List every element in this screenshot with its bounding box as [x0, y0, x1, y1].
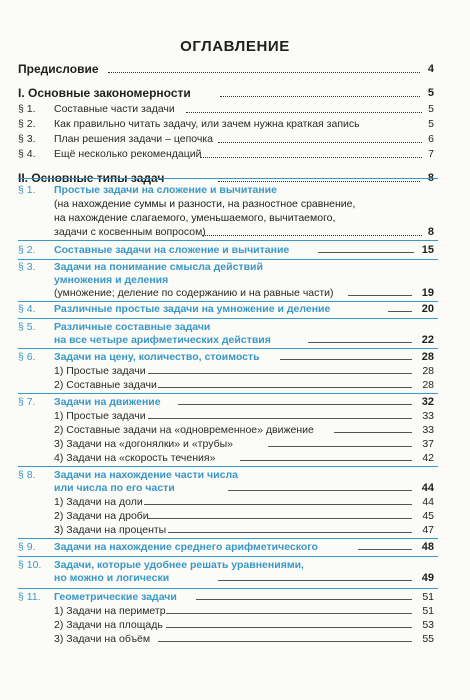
page-number: 48 [421, 541, 434, 553]
section-number: § 7. [18, 396, 36, 408]
entry-label: Задачи на нахождение части числа [54, 469, 238, 481]
entry-label: 3) Задачи на объём [54, 633, 151, 645]
leader-line [228, 490, 412, 491]
entry-label: 2) Задачи на площадь [54, 619, 163, 631]
entry-description: (на нахождение суммы и разности, на разностное сравнение, [54, 198, 356, 210]
leader-line [196, 599, 412, 600]
entry-label: Задачи на движение [54, 396, 161, 408]
section-number: § 9. [18, 541, 36, 553]
page-number: 22 [421, 334, 434, 346]
section-rule [18, 538, 438, 539]
section-rule [18, 178, 438, 179]
toc-entry-p2-s4[interactable] [18, 302, 434, 316]
section-rule [18, 240, 438, 241]
entry-label: 1) Задачи на периметр [54, 605, 166, 617]
page-number: 55 [422, 633, 434, 645]
entry-label: 2) Задачи на дроби [54, 510, 149, 522]
entry-label: Задачи на понимание смысла действий [54, 261, 263, 273]
toc-entry-p2-s1-end [18, 225, 434, 239]
leader-line [318, 252, 414, 253]
toc-entry-p2-s5[interactable] [18, 320, 434, 334]
entry-label: Предисловие [18, 62, 99, 76]
page-number: 28 [422, 379, 434, 391]
leader-line [166, 613, 412, 614]
entry-label: Задачи на нахождение среднего арифметического [54, 541, 318, 553]
entry-label: II. Основные типы задач [18, 171, 165, 185]
entry-label: Различные простые задачи на умножение и деление [54, 303, 331, 315]
toc-sub-entry[interactable] [18, 495, 434, 509]
page-number: 33 [422, 410, 434, 422]
toc-entry-part1-s3[interactable] [18, 132, 434, 146]
leader-line [148, 373, 412, 374]
leader-dots [200, 157, 422, 158]
leader-line [334, 432, 412, 433]
entry-label: Составные части задачи [54, 103, 175, 115]
page-title: ОГЛАВЛЕНИЕ [180, 38, 290, 55]
toc-sub-entry[interactable] [18, 509, 434, 523]
entry-label: 2) Составные задачи [54, 379, 157, 391]
leader-dots [220, 96, 420, 97]
entry-description: на нахождение слагаемого, уменьшаемого, вычитаемого, [54, 212, 336, 224]
toc-sub-entry[interactable] [18, 451, 434, 465]
leader-dots [218, 142, 422, 143]
page-number: 53 [422, 619, 434, 631]
section-number: § 2. [18, 118, 36, 130]
section-rule [18, 393, 438, 394]
page-number: 44 [421, 482, 434, 494]
leader-line [218, 580, 412, 581]
entry-label-cont: но можно и логически [54, 572, 170, 584]
toc-sub-entry[interactable] [18, 378, 434, 392]
section-number: § 3. [18, 133, 36, 145]
entry-label-cont: или числа по его части [54, 482, 175, 494]
section-rule [18, 318, 438, 319]
section-number: § 6. [18, 351, 36, 363]
toc-entry-part1[interactable] [18, 86, 434, 100]
section-number: § 2. [18, 244, 36, 256]
leader-line [158, 387, 412, 388]
entry-label: 2) Составные задачи на «одновременное» движение [54, 424, 314, 436]
section-number: § 5. [18, 321, 36, 333]
section-number: § 3. [18, 261, 36, 273]
leader-line [158, 641, 412, 642]
page-number: 7 [428, 148, 434, 160]
page-number: 5 [428, 118, 434, 130]
toc-sub-entry[interactable] [18, 437, 434, 451]
leader-line [166, 627, 412, 628]
page-number: 32 [421, 396, 434, 408]
section-number: § 4. [18, 303, 36, 315]
section-rule [18, 556, 438, 557]
section-rule [18, 588, 438, 589]
entry-description: задачи с косвенным вопросом) [54, 226, 206, 238]
entry-label: 1) Задачи на доли [54, 496, 143, 508]
page-number: 33 [422, 424, 434, 436]
entry-label: 3) Задачи на «догонялки» и «трубы» [54, 438, 233, 450]
toc-entry-p2-s9[interactable] [18, 540, 434, 554]
page-number: 28 [421, 351, 434, 363]
page-number: 51 [422, 605, 434, 617]
page-number: 45 [422, 510, 434, 522]
leader-dots [108, 72, 420, 73]
entry-label-cont: на все четыре арифметических действия [54, 334, 271, 346]
section-number: § 4. [18, 148, 36, 160]
toc-entry-p2-s5-end [18, 333, 434, 347]
toc-sub-entry[interactable] [18, 523, 434, 537]
toc-sub-entry[interactable] [18, 409, 434, 423]
entry-label: Составные задачи на сложение и вычитание [54, 244, 290, 256]
page-number: 37 [422, 438, 434, 450]
toc-entry-p2-s7[interactable] [18, 395, 434, 409]
entry-label: Различные составные задачи [54, 321, 211, 333]
leader-line [148, 518, 412, 519]
entry-label: Задачи, которые удобнее решать уравнениями, [54, 559, 304, 571]
toc-sub-entry[interactable] [18, 364, 434, 378]
page-number: 8 [427, 172, 434, 184]
page-number: 20 [421, 303, 434, 315]
page-number: 5 [428, 103, 434, 115]
toc-entry-p2-s1[interactable] [18, 183, 434, 197]
toc-entry-preface[interactable] [18, 62, 434, 76]
page-number: 42 [422, 452, 434, 464]
leader-line [388, 311, 412, 312]
section-rule [18, 466, 438, 467]
leader-line [148, 418, 412, 419]
page-number: 51 [422, 591, 434, 603]
page-number: 5 [427, 87, 434, 99]
toc-entry-p2-s11[interactable] [18, 590, 434, 604]
page-number: 4 [427, 63, 434, 75]
entry-label: 1) Простые задачи [54, 365, 146, 377]
page-number: 8 [427, 226, 434, 238]
entry-label: Задачи на цену, количество, стоимость [54, 351, 260, 363]
leader-dots [186, 112, 422, 113]
toc-entry-p2-s8[interactable] [18, 468, 434, 482]
toc-entry-p2-s3[interactable] [18, 260, 434, 274]
toc-entry-p2-s2[interactable] [18, 243, 434, 257]
entry-label: Геометрические задачи [54, 591, 177, 603]
section-number: § 11. [18, 591, 41, 603]
toc-entry-p2-s10-end [18, 571, 434, 585]
toc-entry-part1-s4[interactable] [18, 147, 434, 161]
leader-line [144, 504, 412, 505]
leader-line [178, 404, 412, 405]
leader-line [240, 460, 412, 461]
section-rule [18, 348, 438, 349]
entry-label: Ещё несколько рекомендаций [54, 148, 202, 160]
entry-label: 1) Простые задачи [54, 410, 146, 422]
leader-line [358, 549, 412, 550]
leader-dots [218, 181, 420, 182]
leader-line [280, 359, 412, 360]
entry-description: (умножение; деление по содержанию и на равные части) [54, 287, 334, 299]
page-number: 19 [421, 287, 434, 299]
toc-entry-part1-s2[interactable] [18, 117, 434, 131]
section-number: § 8. [18, 469, 36, 481]
section-number: § 10. [18, 559, 42, 571]
leader-line [168, 532, 412, 533]
toc-sub-entry[interactable] [18, 618, 434, 632]
toc-entry-p2-s10[interactable] [18, 558, 434, 572]
toc-sub-entry[interactable] [18, 423, 434, 437]
page-number: 49 [421, 572, 434, 584]
entry-label: Простые задачи на сложение и вычитание [54, 184, 277, 196]
leader-line [348, 295, 412, 296]
page-number: 44 [422, 496, 434, 508]
toc-entry-p2-s3-end [18, 286, 434, 300]
entry-label: 4) Задачи на «скорость течения» [54, 452, 216, 464]
toc-entry-p2-s6[interactable] [18, 350, 434, 364]
entry-label: Как правильно читать задачу, или зачем нужна краткая запись [54, 118, 360, 130]
section-number: § 1. [18, 103, 36, 115]
toc-sub-entry[interactable] [18, 632, 434, 646]
toc-entry-part1-s1[interactable] [18, 102, 434, 116]
page-number: 6 [428, 133, 434, 145]
toc-sub-entry[interactable] [18, 604, 434, 618]
leader-line [268, 446, 412, 447]
section-number: § 1. [18, 184, 36, 196]
page-number: 15 [421, 244, 434, 256]
page-number: 47 [422, 524, 434, 536]
page-number: 28 [422, 365, 434, 377]
toc-entry-p2-s8-end [18, 481, 434, 495]
leader-dots [202, 235, 422, 236]
entry-label: I. Основные закономерности [18, 86, 191, 100]
leader-line [308, 342, 412, 343]
entry-label: План решения задачи – цепочка [54, 133, 214, 145]
entry-label: 3) Задачи на проценты [54, 524, 167, 536]
entry-label-cont: умножения и деления [54, 274, 169, 286]
